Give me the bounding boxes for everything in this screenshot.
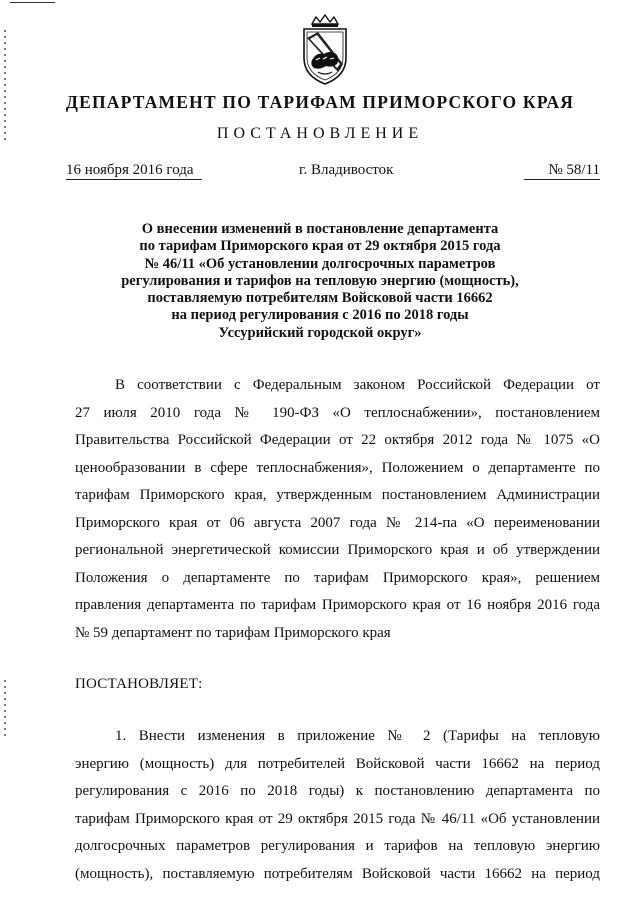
paragraph-line: тарифам Приморского края от 29 октября 2015 года № 46/11 «Об установлении: [75, 810, 600, 827]
paragraph-line: (мощность), поставляемую потребителям Войсковой части 16662 на период: [75, 865, 600, 882]
margin-scan-marks: [4, 30, 6, 140]
subject-line: О внесении изменений в постановление департамента: [141, 221, 499, 237]
resolves-heading: ПОСТАНОВЛЯЕТ:: [75, 676, 203, 692]
paragraph-line: В соответствии с Федеральным законом Российской Федерации от: [115, 377, 600, 393]
top-edge-rule: [10, 2, 55, 3]
paragraph-line: Приморского края от 06 августа 2007 года № 214-па «О переименовании: [75, 514, 600, 531]
paragraph-line: тарифам Приморского края, утвержденным постановлением Администрации: [75, 487, 600, 503]
subject-line: по тарифам Приморского края от 29 октября 2015 года: [139, 238, 501, 255]
paragraph-line: регулирования с 2016 по 2018 годы) к постановлению департамента по: [75, 783, 600, 799]
document-date: 16 ноября 2016 года: [66, 162, 202, 180]
document-kind: ПОСТАНОВЛЕНИЕ: [216, 125, 424, 142]
paragraph-line: энергию (мощность) для потребителей Войсковой части 16662 на период: [75, 755, 600, 772]
paragraph-line: долгосрочных параметров регулирования и тарифов на тепловую энергию: [75, 838, 600, 854]
paragraph-line: 27 июля 2010 года № 190-ФЗ «О теплоснабжении», постановлением: [75, 404, 600, 421]
preamble-paragraph: [75, 372, 600, 647]
paragraph-line: правления департамента по тарифам Приморского края от 16 ноября 2016 года: [75, 597, 600, 613]
subject-line: на период регулирования с 2016 по 2018 годы: [171, 307, 469, 324]
coat-of-arms-icon: [294, 14, 356, 86]
document-city: г. Владивосток: [299, 162, 394, 178]
paragraph-line: № 59 департамент по тарифам Приморского края: [75, 624, 391, 641]
department-title: ДЕПАРТАМЕНТ ПО ТАРИФАМ ПРИМОРСКОГО КРАЯ: [65, 92, 575, 112]
item-1-paragraph: [75, 723, 600, 888]
subject-line: № 46/11 «Об установлении долгосрочных параметров: [144, 255, 496, 272]
paragraph-line: Правительства Российской Федерации от 22 октября 2012 года № 1075 «О: [75, 432, 600, 448]
paragraph-line: 1. Внести изменения в приложение № 2 (Тарифы на тепловую: [115, 728, 600, 744]
paragraph-line: Положения о департаменте по тарифам Приморского края», решением: [75, 569, 600, 586]
paragraph-line: ценообразовании в сфере теплоснабжения», Положением о департаменте по: [75, 459, 600, 476]
margin-scan-marks: [4, 680, 6, 740]
subject-line: Уссурийский городской округ»: [218, 324, 422, 341]
paragraph-line: региональной энергетической комиссии Приморского края и об утверждении: [75, 542, 600, 558]
document-number: № 58/11: [524, 162, 600, 180]
subject-line: регулирования и тарифов на тепловую энергию (мощность),: [121, 272, 519, 289]
subject-line: поставляемую потребителям Войсковой части 16662: [147, 290, 493, 307]
document-subject: [0, 221, 640, 342]
